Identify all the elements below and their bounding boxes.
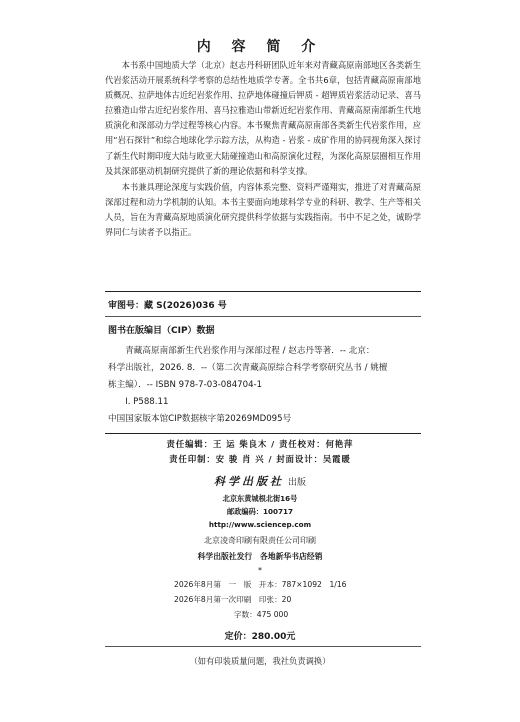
publisher-suffix: 出版 <box>287 478 306 488</box>
price: 定价：280.00元 <box>224 632 296 642</box>
publisher-website: http://www.sciencep.com <box>208 520 312 529</box>
publisher-address: 北京东黄城根北街16号 <box>222 494 298 503</box>
divider-review <box>105 316 421 317</box>
cip-data-block <box>108 343 420 428</box>
cip-line-4: Ⅰ. P588.11 <box>125 397 169 407</box>
edition-spec: 2026年8月第 一 版 开本：787×1092 1/16 <box>174 580 347 589</box>
editor-credits: 责任编辑：王 运 柴良木 / 责任校对：何艳萍 <box>166 439 354 449</box>
cip-line-1: 青藏高原南部新生代岩浆作用与深部过程 / 赵志丹等著．-- 北京： <box>125 346 375 356</box>
summary-paragraph-2: 本书兼具理论深度与实践价值，内容体系完整、资料严谨翔实，推进了对青藏高原深部过程和动力学机制的认知。本书主要面向地球科学专业的科研、教学、生产等相关人员，旨在为青藏高原地质演化研究提供科学依据与实践指南。书中不足之处，诚盼学界同仁与读者予以指正。 <box>105 181 421 238</box>
cip-line-2: 科学出版社，2026. 8．--（第二次青藏高原综合科学考察研究丛书 / 姚檀 <box>108 363 388 373</box>
cip-line-5: 中国国家版本馆CIP数据核字第20269MD095号 <box>108 414 292 424</box>
divider-bottom <box>105 646 421 647</box>
production-credits: 责任印制：安 骏 肖 兴 / 封面设计：吴霞暖 <box>169 454 351 464</box>
map-review-number: 审图号：藏 S(2026)036 号 <box>108 301 227 311</box>
divider-cip <box>105 433 421 434</box>
page-title: 内 容 简 介 <box>196 39 324 55</box>
divider-top <box>105 291 421 292</box>
cip-heading: 图书在版编目（CIP）数据 <box>108 326 215 336</box>
publisher-logo: 科学出版社 <box>213 475 284 488</box>
content-summary <box>105 58 421 240</box>
summary-paragraph-1: 本书系中国地质大学（北京）赵志丹科研团队近年来对青藏高原南部地区各类新生代岩浆活动开展系统科学考察的总结性地质学专著。全书共6章，包括青藏高原南部地质概况、拉萨地体古近纪岩浆作用、拉萨地体碰撞后钾质 - 超钾质岩浆活动记录、喜马拉雅造山带古近纪岩浆作用、喜马拉雅造山带新近纪岩浆作用、青藏高原南部新生代地质演化和深部动力学过程等核心内容。本书聚焦青藏高原南部各类新生代岩浆作用，应用“岩石探针”和综合地球化学示踪方法，从构造 - 岩浆 - 成矿作用的协同视角深入探讨了新生代时期印度大陆与欧亚大陆碰撞造山和高原演化过程，为深化高原层圈相互作用及其深部驱动机制研究提供了新的理论依据和科学支撑。 <box>105 60 421 176</box>
word-count: 字数：475 000 <box>234 610 289 619</box>
publisher-postcode: 邮政编码：100717 <box>227 507 293 516</box>
publisher-logo-line <box>0 473 520 489</box>
printer-line: 北京凌奇印刷有限责任公司印刷 <box>204 536 316 545</box>
quality-notice: （如有印装质量问题，我社负责调换） <box>189 656 331 666</box>
star-separator: * <box>258 566 262 575</box>
cip-line-3: 栋主编）．-- ISBN 978-7-03-084704-1 <box>108 380 263 390</box>
printing-spec: 2026年8月第一次印刷 印张：20 <box>174 595 292 604</box>
distribution-line: 科学出版社发行 各地新华书店经销 <box>197 552 323 561</box>
